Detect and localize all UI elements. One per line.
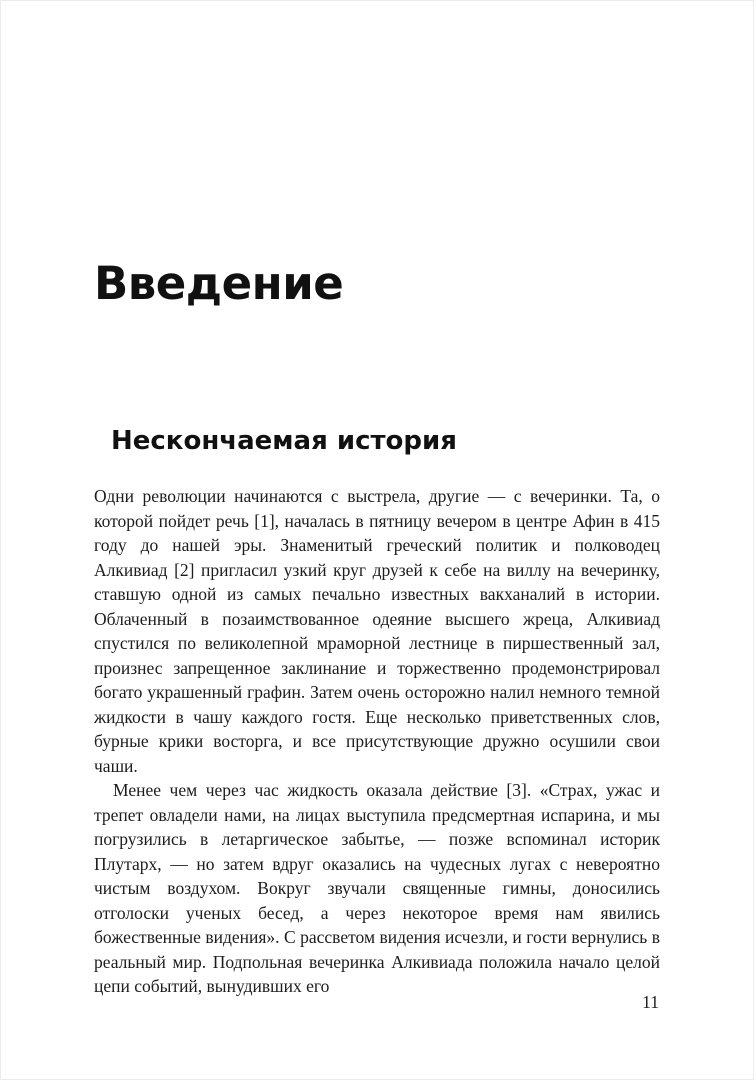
chapter-title: Введение [94, 257, 344, 310]
paragraph-1: Одни революции начинаются с выстрела, другие — с вечеринки. Та, о которой пойдет речь [1], началась в пятницу вечером в центре Афин в 415 году до нашей эры. Знаменитый греческий политик и полководец Алкивиад [2] пригласил узкий круг друзей к себе на виллу на вечеринку, ставшую одной из самых печально известных вакханалий в истории. Облаченный в позаимствованное одеяние высшего жреца, Алкивиад спустился по великолепной мраморной лестнице в пиршественный зал, произнес запрещенное заклинание и торжественно продемонстрировал богато украшенный графин. Затем очень осторожно налил немного темной жидкости в чашу каждого гостя. Еще несколько приветственных слов, бурные крики восторга, и все присутствующие дружно осушили свои чаши. [94, 486, 660, 776]
section-heading: Нескончаемая история [111, 425, 457, 456]
body-text [94, 484, 660, 999]
paragraph-2: Менее чем через час жидкость оказала действие [3]. «Страх, ужас и трепет овладели нами, на лицах выступила предсмертная испарина, и мы погрузились в летаргическое забытье, — позже вспоминал историк Плутарх, — но затем вдруг оказались на чудесных лугах с невероятно чистым воздухом. Вокруг звучали священные гимны, доносились отголоски ученых бесед, а через некоторое время нам явились божественные видения». С рассветом видения исчезли, и гости вернулись в реальный мир. Подпольная вечеринка Алкивиада положила начало целой цепи событий, вынудивших его [94, 780, 660, 997]
page-number: 11 [642, 992, 659, 1012]
page-content [94, 1, 660, 999]
